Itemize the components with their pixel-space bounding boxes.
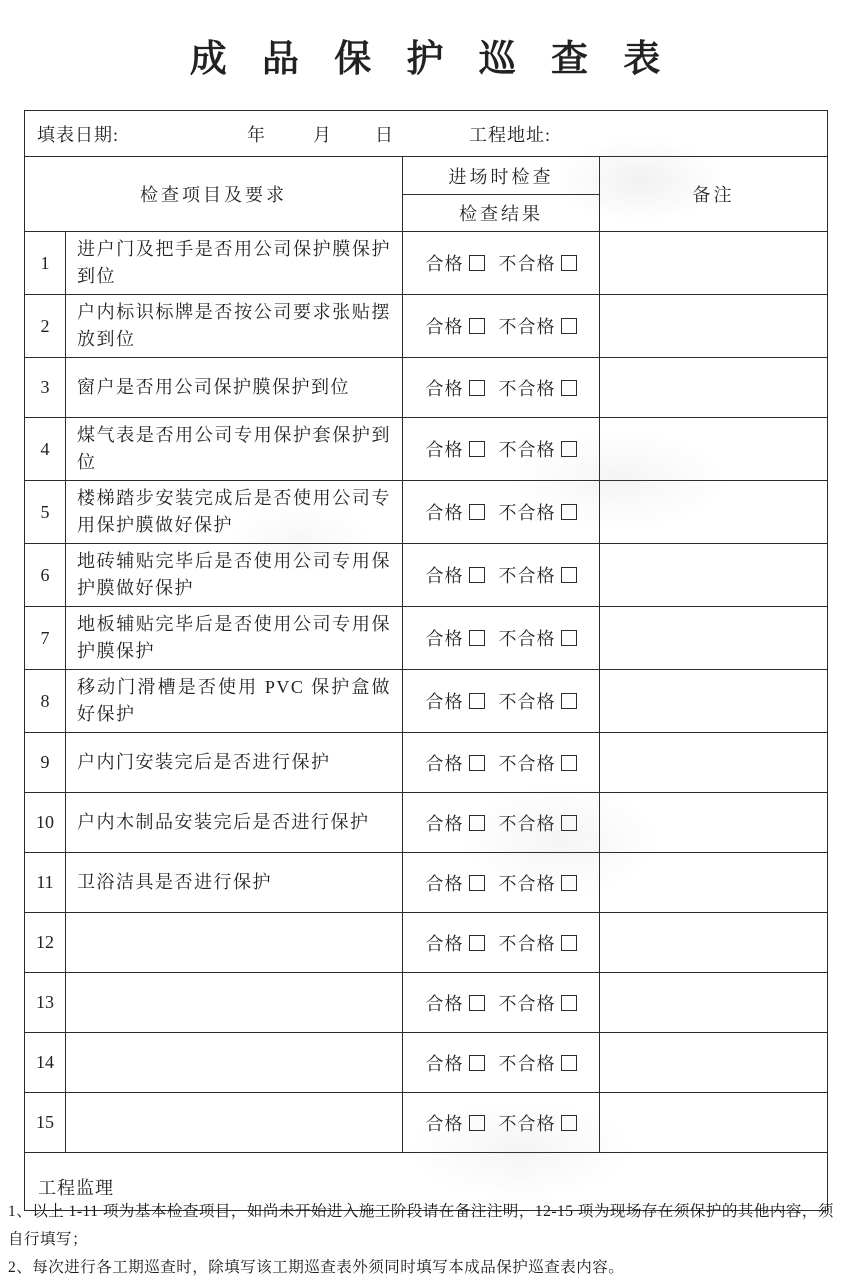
table-row bbox=[25, 973, 828, 1033]
row-check-result bbox=[403, 733, 600, 793]
row-remark-cell bbox=[600, 733, 828, 793]
row-number: 7 bbox=[25, 607, 66, 670]
fail-label-group bbox=[499, 562, 577, 588]
row-number: 6 bbox=[25, 544, 66, 607]
fail-checkbox bbox=[561, 935, 577, 951]
fail-label: 不合格 bbox=[498, 440, 556, 460]
pass-label-group bbox=[426, 1050, 485, 1076]
pass-checkbox bbox=[469, 995, 485, 1011]
table-row bbox=[25, 418, 828, 481]
pass-label-group bbox=[426, 625, 485, 651]
row-check-result bbox=[403, 913, 600, 973]
pass-checkbox bbox=[469, 255, 485, 271]
inspection-form-table bbox=[24, 110, 828, 1211]
table-row bbox=[25, 1033, 828, 1093]
pass-label-group bbox=[426, 375, 485, 401]
year-label: 年 bbox=[247, 124, 266, 145]
fill-date-label: 填表日期: bbox=[37, 124, 120, 145]
form-meta-row bbox=[25, 111, 828, 157]
pass-label: 合格 bbox=[425, 993, 464, 1014]
footnote-1: 1、以上 1-11 项为基本检查项目，如尚未开始进入施工阶段请在备注注明，12-15 项为现场存在须保护的其他内容，须自行填写； bbox=[8, 1203, 834, 1248]
pass-label-group bbox=[426, 990, 485, 1016]
row-number: 4 bbox=[25, 418, 66, 481]
pass-label-group bbox=[426, 313, 485, 339]
row-item-text: 户内标识标牌是否按公司要求张贴摆放到位 bbox=[66, 295, 403, 358]
fail-label-group bbox=[499, 750, 577, 776]
fail-label-group bbox=[499, 1050, 577, 1076]
pass-label: 合格 bbox=[425, 873, 464, 894]
fail-label-group bbox=[499, 499, 577, 525]
pass-label: 合格 bbox=[425, 566, 464, 586]
fail-checkbox bbox=[561, 504, 577, 520]
fail-checkbox bbox=[561, 1055, 577, 1071]
pass-label-group bbox=[426, 436, 485, 462]
fail-label: 不合格 bbox=[498, 692, 556, 712]
fail-checkbox bbox=[561, 755, 577, 771]
fail-label-group bbox=[499, 870, 577, 896]
row-item-text bbox=[66, 913, 403, 973]
pass-checkbox bbox=[469, 567, 485, 583]
table-row bbox=[25, 607, 828, 670]
fail-label-group bbox=[499, 625, 577, 651]
pass-label: 合格 bbox=[425, 813, 464, 834]
pass-checkbox bbox=[469, 318, 485, 334]
row-number: 14 bbox=[25, 1033, 66, 1093]
pass-checkbox bbox=[469, 1115, 485, 1131]
row-remark-cell bbox=[600, 295, 828, 358]
fail-label-group bbox=[499, 990, 577, 1016]
pass-label: 合格 bbox=[425, 753, 464, 774]
pass-checkbox bbox=[469, 441, 485, 457]
check-result-header: 检查结果 bbox=[403, 195, 600, 232]
row-item-text: 卫浴洁具是否进行保护 bbox=[66, 853, 403, 913]
pass-checkbox bbox=[469, 875, 485, 891]
fail-label: 不合格 bbox=[498, 813, 556, 834]
fail-checkbox bbox=[561, 380, 577, 396]
table-row bbox=[25, 232, 828, 295]
row-item-text bbox=[66, 973, 403, 1033]
row-item-text: 地板辅贴完毕后是否使用公司专用保护膜保护 bbox=[66, 607, 403, 670]
row-number: 9 bbox=[25, 733, 66, 793]
row-number: 12 bbox=[25, 913, 66, 973]
fail-label-group bbox=[499, 250, 577, 276]
row-remark-cell bbox=[600, 793, 828, 853]
row-number: 5 bbox=[25, 481, 66, 544]
fail-label: 不合格 bbox=[498, 503, 556, 523]
pass-label: 合格 bbox=[425, 629, 464, 649]
footnote-2: 2、每次进行各工期巡查时，除填写该工期巡查表外须同时填写本成品保护巡查表内容。 bbox=[8, 1259, 625, 1276]
row-item-text bbox=[66, 1093, 403, 1153]
fail-checkbox bbox=[561, 995, 577, 1011]
fail-label: 不合格 bbox=[498, 629, 556, 649]
fail-checkbox bbox=[561, 875, 577, 891]
pass-checkbox bbox=[469, 693, 485, 709]
row-check-result bbox=[403, 793, 600, 853]
pass-label-group bbox=[426, 750, 485, 776]
fail-label: 不合格 bbox=[498, 254, 556, 274]
pass-label: 合格 bbox=[425, 1053, 464, 1074]
row-remark-cell bbox=[600, 481, 828, 544]
pass-label-group bbox=[426, 870, 485, 896]
pass-label-group bbox=[426, 688, 485, 714]
row-remark-cell bbox=[600, 973, 828, 1033]
table-row bbox=[25, 793, 828, 853]
items-column-header: 检查项目及要求 bbox=[25, 157, 403, 232]
entry-check-header: 进场时检查 bbox=[403, 157, 600, 195]
fail-label: 不合格 bbox=[498, 566, 556, 586]
column-header-row-1 bbox=[25, 157, 828, 195]
row-number: 1 bbox=[25, 232, 66, 295]
row-check-result bbox=[403, 295, 600, 358]
pass-label: 合格 bbox=[425, 933, 464, 954]
fail-label-group bbox=[499, 1110, 577, 1136]
fail-label-group bbox=[499, 313, 577, 339]
row-item-text: 移动门滑槽是否使用 PVC 保护盒做好保护 bbox=[66, 670, 403, 733]
fail-label-group bbox=[499, 810, 577, 836]
row-item-text: 进户门及把手是否用公司保护膜保护到位 bbox=[66, 232, 403, 295]
pass-label: 合格 bbox=[425, 378, 464, 399]
pass-label: 合格 bbox=[425, 692, 464, 712]
pass-label: 合格 bbox=[425, 317, 464, 337]
pass-label: 合格 bbox=[425, 254, 464, 274]
row-number: 15 bbox=[25, 1093, 66, 1153]
row-item-text: 户内门安装完后是否进行保护 bbox=[66, 733, 403, 793]
pass-label-group bbox=[426, 1110, 485, 1136]
row-remark-cell bbox=[600, 1033, 828, 1093]
table-row bbox=[25, 733, 828, 793]
fail-label: 不合格 bbox=[498, 1113, 556, 1134]
pass-checkbox bbox=[469, 815, 485, 831]
row-check-result bbox=[403, 232, 600, 295]
table-row bbox=[25, 481, 828, 544]
row-remark-cell bbox=[600, 232, 828, 295]
fail-checkbox bbox=[561, 255, 577, 271]
row-check-result bbox=[403, 1093, 600, 1153]
row-check-result bbox=[403, 853, 600, 913]
fail-label: 不合格 bbox=[498, 1053, 556, 1074]
table-row bbox=[25, 670, 828, 733]
row-check-result bbox=[403, 1033, 600, 1093]
row-remark-cell bbox=[600, 670, 828, 733]
row-remark-cell bbox=[600, 853, 828, 913]
pass-checkbox bbox=[469, 630, 485, 646]
fail-label: 不合格 bbox=[498, 753, 556, 774]
row-item-text: 煤气表是否用公司专用保护套保护到位 bbox=[66, 418, 403, 481]
pass-checkbox bbox=[469, 504, 485, 520]
fail-label: 不合格 bbox=[498, 933, 556, 954]
row-remark-cell bbox=[600, 544, 828, 607]
table-row bbox=[25, 913, 828, 973]
fail-label-group bbox=[499, 436, 577, 462]
pass-checkbox bbox=[469, 755, 485, 771]
row-check-result bbox=[403, 418, 600, 481]
page-title: 成 品 保 护 巡 查 表 bbox=[189, 39, 674, 80]
fail-label-group bbox=[499, 375, 577, 401]
fail-checkbox bbox=[561, 441, 577, 457]
pass-label-group bbox=[426, 562, 485, 588]
pass-label-group bbox=[426, 930, 485, 956]
row-check-result bbox=[403, 481, 600, 544]
fail-checkbox bbox=[561, 693, 577, 709]
row-remark-cell bbox=[600, 358, 828, 418]
row-remark-cell bbox=[600, 607, 828, 670]
pass-label: 合格 bbox=[425, 440, 464, 460]
pass-checkbox bbox=[469, 380, 485, 396]
project-address-label: 工程地址: bbox=[469, 124, 552, 145]
row-check-result bbox=[403, 358, 600, 418]
pass-checkbox bbox=[469, 1055, 485, 1071]
row-remark-cell bbox=[600, 418, 828, 481]
row-item-text: 户内木制品安装完后是否进行保护 bbox=[66, 793, 403, 853]
row-item-text: 楼梯踏步安装完成后是否使用公司专用保护膜做好保护 bbox=[66, 481, 403, 544]
row-number: 3 bbox=[25, 358, 66, 418]
month-label: 月 bbox=[313, 124, 332, 145]
table-row bbox=[25, 853, 828, 913]
remark-column-header: 备注 bbox=[600, 157, 828, 232]
row-remark-cell bbox=[600, 1093, 828, 1153]
row-check-result bbox=[403, 670, 600, 733]
row-number: 2 bbox=[25, 295, 66, 358]
pass-label-group bbox=[426, 810, 485, 836]
pass-checkbox bbox=[469, 935, 485, 951]
fail-label: 不合格 bbox=[498, 873, 556, 894]
row-item-text: 窗户是否用公司保护膜保护到位 bbox=[66, 358, 403, 418]
table-row bbox=[25, 358, 828, 418]
fail-label: 不合格 bbox=[498, 993, 556, 1014]
row-check-result bbox=[403, 544, 600, 607]
fail-checkbox bbox=[561, 318, 577, 334]
fail-label: 不合格 bbox=[498, 317, 556, 337]
table-row bbox=[25, 295, 828, 358]
table-row bbox=[25, 1093, 828, 1153]
table-row bbox=[25, 544, 828, 607]
fail-checkbox bbox=[561, 630, 577, 646]
row-number: 8 bbox=[25, 670, 66, 733]
footnotes bbox=[8, 1198, 846, 1282]
fail-checkbox bbox=[561, 1115, 577, 1131]
pass-label-group bbox=[426, 499, 485, 525]
supervision-label: 工程监理 bbox=[25, 1153, 828, 1211]
row-number: 13 bbox=[25, 973, 66, 1033]
row-remark-cell bbox=[600, 913, 828, 973]
row-check-result bbox=[403, 607, 600, 670]
row-number: 11 bbox=[25, 853, 66, 913]
row-item-text bbox=[66, 1033, 403, 1093]
row-item-text: 地砖辅贴完毕后是否使用公司专用保护膜做好保护 bbox=[66, 544, 403, 607]
fail-label: 不合格 bbox=[498, 378, 556, 399]
pass-label: 合格 bbox=[425, 1113, 464, 1134]
form-meta-cell bbox=[25, 111, 828, 157]
fail-label-group bbox=[499, 930, 577, 956]
row-check-result bbox=[403, 973, 600, 1033]
inspection-rows bbox=[25, 232, 828, 1153]
pass-label: 合格 bbox=[425, 503, 464, 523]
row-number: 10 bbox=[25, 793, 66, 853]
day-label: 日 bbox=[375, 124, 394, 145]
fail-checkbox bbox=[561, 567, 577, 583]
fail-label-group bbox=[499, 688, 577, 714]
fail-checkbox bbox=[561, 815, 577, 831]
pass-label-group bbox=[426, 250, 485, 276]
